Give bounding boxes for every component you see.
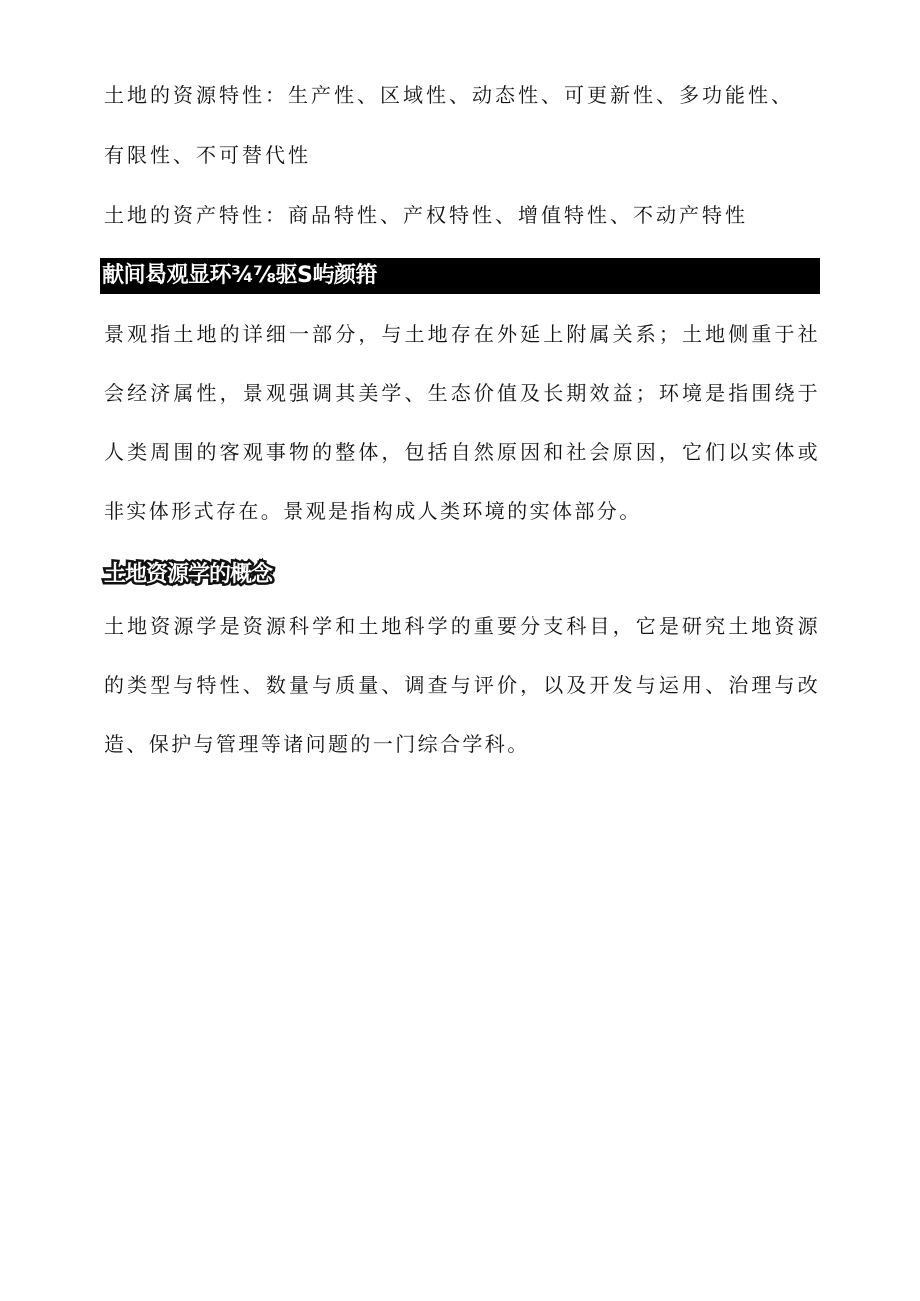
resource-traits-line-1: 土地的资源特性：生产性、区域性、动态性、可更新性、多功能性、 <box>104 83 794 107</box>
resource-traits-line-2: 有限性、不可替代性 <box>104 143 311 167</box>
section-heading-land-resource-science: 土地资源学的概念 <box>104 562 273 587</box>
section-heading-landscape: 献间曷观显环¾⅞驱S屿颜箝 <box>100 258 820 294</box>
land-resource-science-paragraph: 土地资源学是资源科学和土地科学的重要分支科目，它是研究土地资源的类型与特性、数量与质量、调查与评价，以及开发与运用、治理与改造、保护与管理等诸问题的一门综合学科。 <box>104 614 820 756</box>
landscape-paragraph: 景观指土地的详细一部分，与土地存在外延上附属关系；土地侧重于社会经济属性，景观强调其美学、生态价值及长期效益；环境是指围绕于人类周围的客观事物的整体，包括自然原因和社会原因，它们以实体或非实体形式存在。景观是指构成人类环境的实体部分。 <box>104 322 820 523</box>
asset-traits-line: 土地的资产特性：商品特性、产权特性、增值特性、不动产特性 <box>104 203 748 227</box>
